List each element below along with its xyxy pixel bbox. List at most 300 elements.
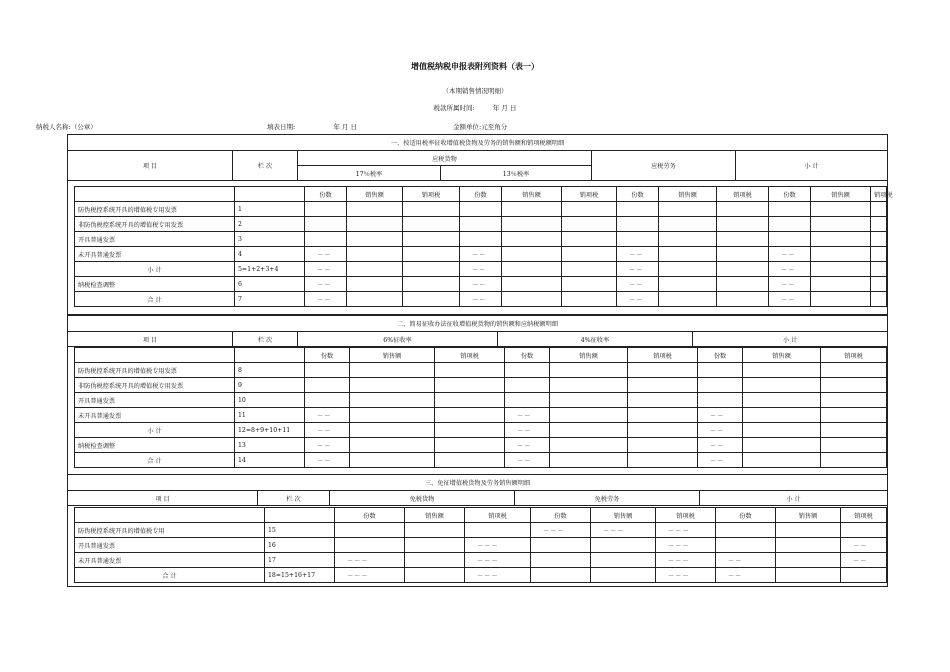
dash-cell: －－ [617,247,659,262]
cell[interactable] [347,232,403,247]
cell[interactable] [350,438,435,453]
dash-cell: －－ [305,408,350,423]
sales-col: 销售额 [591,508,656,523]
dash-cell: －－ [769,277,811,292]
tax-col: 销项税 [435,348,505,363]
tax-col: 销项税 [403,187,460,202]
cell[interactable] [743,453,821,468]
cell[interactable] [821,423,887,438]
rate-17-header: 17％税率 [298,166,441,181]
cell[interactable] [562,247,617,262]
tax-col: 销项税 [821,348,887,363]
cell[interactable] [505,393,550,408]
cell[interactable] [628,363,698,378]
cell[interactable] [743,423,821,438]
table-row [75,217,887,232]
cell[interactable] [841,568,887,583]
cell[interactable] [743,438,821,453]
cell[interactable] [465,523,531,538]
dash-cell: －－ [305,423,350,438]
section2-title: 二、简易征收办法征收增值税货物的销售额和应纳税额明细 [68,316,888,332]
cell[interactable] [403,262,460,277]
cell[interactable] [871,277,887,292]
row-line: 11 [235,408,305,423]
cell[interactable] [502,277,562,292]
line-header: 栏 次 [233,332,298,347]
cell[interactable] [617,232,659,247]
table-row [75,438,887,453]
cell[interactable] [628,378,698,393]
row-item: 非防伪税控系统开具的增值税专用发票 [75,217,235,232]
tax-period [0,103,950,112]
row-line: 10 [235,393,305,408]
cell[interactable] [659,292,717,307]
cell[interactable] [659,262,717,277]
row-item: 合 计 [75,292,235,307]
section3-title: 三、免征增值税货物及劳务销售额明细 [68,475,888,491]
cell[interactable] [562,292,617,307]
dash-cell: －－ [460,292,502,307]
cell[interactable] [716,523,776,538]
cell[interactable] [717,202,769,217]
row-line: 18=15+16+17 [265,568,335,583]
cell[interactable] [347,217,403,232]
cell[interactable] [550,408,628,423]
table-row [75,538,887,553]
cell[interactable] [659,277,717,292]
cell[interactable] [617,202,659,217]
tax-col: 销项税 [656,508,716,523]
cell[interactable] [347,202,403,217]
row-line: 14 [235,453,305,468]
cell[interactable] [347,262,403,277]
dash-cell: －－－ [656,568,716,583]
dash-cell: －－ [505,408,550,423]
cell[interactable] [743,363,821,378]
cell[interactable] [502,217,562,232]
cell[interactable] [435,408,505,423]
row-item: 开具普通发票 [75,393,235,408]
cell[interactable] [347,247,403,262]
cell[interactable] [776,553,841,568]
cell[interactable] [350,453,435,468]
count-col: 份数 [531,508,591,523]
line-header: 栏 次 [233,151,298,181]
cell[interactable] [347,292,403,307]
cell[interactable] [821,363,887,378]
cell[interactable] [350,363,435,378]
document-subtitle: （本期销售情况明细） [442,87,508,95]
row-line: 16 [265,538,335,553]
row-item: 纳税检查调整 [75,277,235,292]
row-item: 合 计 [75,568,265,583]
count-col: 份数 [305,187,347,202]
cell[interactable] [435,393,505,408]
cell[interactable] [811,217,871,232]
dash-cell: －－ [698,438,743,453]
sales-col: 销售额 [350,348,435,363]
cell[interactable] [628,423,698,438]
dash-cell: －－－ [656,538,716,553]
table-row [75,568,887,583]
cell[interactable] [403,292,460,307]
cell[interactable] [717,292,769,307]
cell[interactable] [562,217,617,232]
cell[interactable] [698,378,743,393]
cell[interactable] [769,217,811,232]
row-line: 12=8+9+10+11 [235,423,305,438]
fill-date [267,122,357,131]
item-header: 项 目 [68,151,233,181]
cell[interactable] [821,378,887,393]
cell[interactable] [871,247,887,262]
cell[interactable] [435,363,505,378]
cell[interactable] [743,408,821,423]
dash-cell: －－ [617,277,659,292]
count-col: 份数 [335,508,405,523]
dash-cell: －－ [769,262,811,277]
item-header: 项 目 [68,332,233,347]
subtotal-header: 小 计 [700,491,888,506]
dash-cell: －－－ [591,523,656,538]
dash-cell: －－－ [656,553,716,568]
cell[interactable] [305,232,347,247]
tax-col: 销项税 [465,508,531,523]
cell[interactable] [769,232,811,247]
cell[interactable] [550,438,628,453]
row-line: 13 [235,438,305,453]
dash-cell: －－ [769,292,811,307]
cell[interactable] [305,378,350,393]
cell[interactable] [811,262,871,277]
dash-cell: －－ [505,453,550,468]
row-line: 2 [235,217,305,232]
cell[interactable] [871,292,887,307]
cell[interactable] [591,538,656,553]
cell[interactable] [405,568,465,583]
cell[interactable] [550,423,628,438]
dash-cell: －－ [698,408,743,423]
cell[interactable] [717,217,769,232]
table-row [75,292,887,307]
dash-cell: －－ [841,538,887,553]
taxable-services-header: 应税劳务 [592,151,736,181]
taxable-goods-header: 应税货物 [298,151,592,166]
sales-col: 销售额 [502,187,562,202]
section3-subheader-row [75,508,887,523]
dash-cell: －－ [305,277,347,292]
cell[interactable] [305,217,347,232]
cell[interactable] [502,262,562,277]
row-line: 5=1+2+3+4 [235,262,305,277]
section1-data-table [74,186,893,307]
cell[interactable] [743,393,821,408]
dash-cell: －－ [460,277,502,292]
cell[interactable] [871,217,887,232]
cell[interactable] [403,247,460,262]
cell[interactable] [871,262,887,277]
tax-col: 销项税 [717,187,769,202]
document-title: 增值税纳税申报表附列资料（表一） [411,61,539,71]
row-item: 开具普通发票 [75,538,265,553]
dash-cell: －－ [716,553,776,568]
rate-13-header: 13％税率 [441,166,592,181]
table-row [75,408,887,423]
exempt-services-header: 免税劳务 [515,491,700,506]
count-col: 份数 [460,187,502,202]
row-line: 6 [235,277,305,292]
cell[interactable] [717,232,769,247]
cell[interactable] [403,232,460,247]
dash-cell: －－－ [531,523,591,538]
cell[interactable] [841,523,887,538]
tax-col: 销项税 [562,187,617,202]
tax-period-label: 税款所属时间: [433,104,475,112]
dash-cell: －－ [305,453,350,468]
sales-col: 销售额 [347,187,403,202]
cell[interactable] [628,408,698,423]
row-line: 15 [265,523,335,538]
section3-header-table [67,474,888,506]
cell[interactable] [562,232,617,247]
table-row [75,553,887,568]
sales-col: 销售额 [550,348,628,363]
cell[interactable] [659,247,717,262]
tax-col: 销项税 [871,187,887,202]
section1-header-table [67,134,888,181]
sales-col: 销售额 [659,187,717,202]
cell[interactable] [460,232,502,247]
rate-4-header: 4%征收率 [498,332,693,347]
count-col: 份数 [698,348,743,363]
table-row [75,423,887,438]
item-header: 项 目 [68,491,258,506]
exempt-goods-header: 免税货物 [330,491,515,506]
dash-cell: －－－ [465,538,531,553]
cell[interactable] [871,202,887,217]
dash-cell: －－－ [465,568,531,583]
cell[interactable] [335,538,405,553]
cell[interactable] [435,438,505,453]
row-item: 未开具普通发票 [75,553,265,568]
section1-subheader-row [75,187,887,202]
dash-cell: －－ [505,423,550,438]
count-col: 份数 [769,187,811,202]
dash-cell: －－－ [335,553,405,568]
cell[interactable] [405,523,465,538]
count-col: 份数 [305,348,350,363]
section2-header-table [67,315,888,347]
section3-data-table [74,507,887,583]
sales-col: 销售额 [776,508,841,523]
cell[interactable] [659,202,717,217]
cell[interactable] [350,393,435,408]
cell[interactable] [743,378,821,393]
cell[interactable] [460,217,502,232]
cell[interactable] [628,393,698,408]
cell[interactable] [403,217,460,232]
row-item: 合 计 [75,453,235,468]
line-header: 栏 次 [258,491,330,506]
row-item: 防伪税控系统开具的增值税专用发票 [75,202,235,217]
dash-cell: －－ [769,247,811,262]
cell[interactable] [591,568,656,583]
cell[interactable] [502,232,562,247]
tax-col: 销项税 [628,348,698,363]
cell[interactable] [716,538,776,553]
dash-cell: －－ [716,568,776,583]
cell[interactable] [347,277,403,292]
cell[interactable] [403,202,460,217]
table-row [75,202,887,217]
cell[interactable] [405,553,465,568]
cell[interactable] [405,538,465,553]
cell[interactable] [562,262,617,277]
cell[interactable] [628,438,698,453]
row-item: 纳税检查调整 [75,438,235,453]
row-item: 小 计 [75,262,235,277]
cell[interactable] [811,277,871,292]
cell[interactable] [350,408,435,423]
dash-cell: －－ [698,423,743,438]
row-item: 开具普通发票 [75,232,235,247]
cell[interactable] [698,363,743,378]
taxpayer-name-label: 纳税人名称:（公章） [36,123,97,131]
row-item: 非防伪税控系统开具的增值税专用发票 [75,378,235,393]
section1-title: 一、按适用税率征收增值税货物及劳务的销售额和销项税额明细 [68,135,888,151]
cell[interactable] [305,393,350,408]
cell[interactable] [811,292,871,307]
cell[interactable] [698,393,743,408]
cell[interactable] [717,262,769,277]
cell[interactable] [776,538,841,553]
cell[interactable] [821,438,887,453]
cell[interactable] [531,538,591,553]
table-row [75,363,887,378]
amount-unit: 金额单位:元至角分 [453,123,508,131]
cell[interactable] [305,202,347,217]
table-row [75,247,887,262]
tax-col: 销项税 [841,508,887,523]
cell[interactable] [502,247,562,262]
cell[interactable] [550,453,628,468]
sales-col: 销售额 [811,187,871,202]
dash-cell: －－ [460,262,502,277]
row-item: 未开具普通发票 [75,247,235,262]
cell[interactable] [776,568,841,583]
cell[interactable] [502,292,562,307]
cell[interactable] [769,202,811,217]
row-item: 未开具普通发票 [75,408,235,423]
subtotal-header: 小 计 [736,151,888,181]
cell[interactable] [591,553,656,568]
dash-cell: －－ [841,553,887,568]
cell[interactable] [550,363,628,378]
cell[interactable] [776,523,841,538]
fill-date-label: 填表日期: [267,123,296,131]
dash-cell: －－ [617,262,659,277]
cell[interactable] [821,393,887,408]
count-col: 份数 [716,508,776,523]
rate-6-header: 6%征收率 [298,332,498,347]
section2-data-table [74,347,887,468]
cell[interactable] [811,232,871,247]
cell[interactable] [505,378,550,393]
row-item: 小 计 [75,423,235,438]
table-row [75,453,887,468]
cell[interactable] [550,393,628,408]
row-line: 8 [235,363,305,378]
row-item: 防伪税控系统开具的增值税专用发票 [75,363,235,378]
cell[interactable] [335,523,405,538]
cell[interactable] [305,363,350,378]
tax-period-value: 年 月 日 [492,104,517,112]
cell[interactable] [821,453,887,468]
cell[interactable] [350,423,435,438]
subtotal-header: 小 计 [693,332,888,347]
cell[interactable] [435,378,505,393]
cell[interactable] [505,363,550,378]
section2-subheader-row [75,348,887,363]
dash-cell: －－ [698,453,743,468]
dash-cell: －－ [305,292,347,307]
count-col: 份数 [617,187,659,202]
cell[interactable] [531,553,591,568]
table-row [75,232,887,247]
cell[interactable] [350,378,435,393]
fill-date-value: 年 月 日 [333,123,357,131]
row-line: 9 [235,378,305,393]
row-line: 3 [235,232,305,247]
cell[interactable] [811,247,871,262]
cell[interactable] [871,232,887,247]
cell[interactable] [531,568,591,583]
cell[interactable] [435,453,505,468]
row-line: 7 [235,292,305,307]
cell[interactable] [659,217,717,232]
dash-cell: －－ [617,292,659,307]
dash-cell: －－－ [465,553,531,568]
dash-cell: －－－ [656,523,716,538]
dash-cell: －－ [305,262,347,277]
cell[interactable] [562,277,617,292]
count-col: 份数 [505,348,550,363]
cell[interactable] [502,202,562,217]
dash-cell: －－ [305,247,347,262]
cell[interactable] [717,277,769,292]
table-row [75,393,887,408]
dash-cell: －－ [460,247,502,262]
cell[interactable] [562,202,617,217]
dash-cell: －－－ [335,568,405,583]
table-row [75,378,887,393]
dash-cell: －－ [305,438,350,453]
sales-col: 销售额 [743,348,821,363]
cell[interactable] [628,453,698,468]
cell[interactable] [403,277,460,292]
table-row [75,262,887,277]
cell[interactable] [821,408,887,423]
row-item: 防伪税控系统开具的增值税专用 [75,523,265,538]
cell[interactable] [811,202,871,217]
cell[interactable] [617,217,659,232]
cell[interactable] [550,378,628,393]
cell[interactable] [435,423,505,438]
cell[interactable] [460,202,502,217]
row-line: 1 [235,202,305,217]
cell[interactable] [659,232,717,247]
cell[interactable] [717,247,769,262]
